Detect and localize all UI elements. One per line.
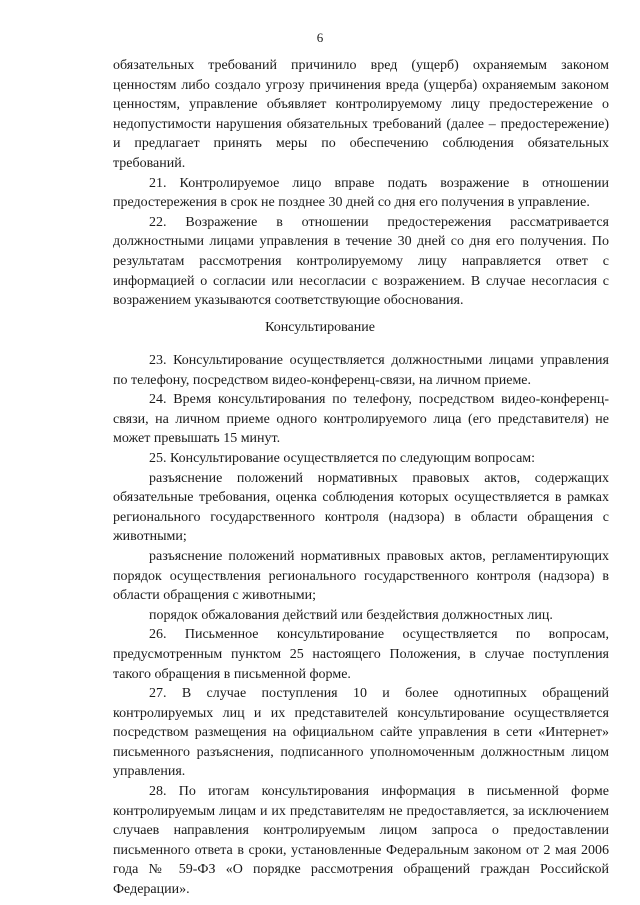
top-text-block [113, 56, 609, 311]
list-item-2: разъяснение положений нормативных правовых актов, регламентирующих порядок осуществления регионального государственного контроля (надзора) в области обращения с животными; [113, 548, 609, 604]
paragraph-28: 28. По итогам консультирования информация в письменной форме контролируемым лицам и их представителям не предоставляется, за исключением случаев направления контролируемым лицом запроса о предоставлении письменного ответа в сроки, установленные Федеральным законом от 2 мая 2006 года № 59-ФЗ «О порядке рассмотрения обращений граждан Российской Федерации». [113, 784, 609, 898]
paragraph-21: 21. Контролируемое лицо вправе подать возражение в отношении предостережения в срок не позднее 30 дней со дня его получения в управление. [113, 175, 609, 211]
paragraph-22: 22. Возражение в отношении предостережения рассматривается должностными лицами управления в течение 30 дней со дня его получения. По результатам рассмотрения контролируемому лицу направляется ответ с информацией о согласии или несогласии с возражением. В случае несогласия с возражением указываются соответствующие обоснования. [113, 214, 609, 309]
page-number: 6 [316, 30, 324, 45]
section-heading: Консультирование [265, 320, 375, 335]
paragraph-25: 25. Консультирование осуществляется по следующим вопросам: [149, 450, 536, 466]
paragraph-continuation: обязательных требований причинило вред (ущерб) охраняемым законом ценностям либо создало угрозу причинения вреда (ущерба) охраняемым законом ценностям, управление объявляет контролируемому лицу предостережение о недопустимости нарушения обязательных требований (далее – предостережение) и предлагает принять меры по обеспечению соблюдения обязательных требований. [113, 58, 609, 171]
paragraph-26: 26. Письменное консультирование осуществляется по вопросам, предусмотренным пунктом 25 настоящего Положения, в случае поступления такого обращения в письменной форме. [113, 627, 609, 682]
list-item-1: разъяснение положений нормативных правовых актов, содержащих обязательные требования, оценка соблюдения которых осуществляется в рамках регионального государственного контроля (надзора) в области обращения с животными; [113, 470, 609, 545]
section-text-block [113, 351, 609, 900]
paragraph-27: 27. В случае поступления 10 и более однотипных обращений контролируемых лиц и их представителей консультирование осуществляется посредством размещения на официальном сайте управления в сети «Интернет» письменного разъяснения, подписанного уполномоченным должностным лицом управления. [113, 686, 609, 780]
paragraph-24: 24. Время консультирования по телефону, посредством видео-конференц-связи, на личном приеме одного контролируемого лица (его представителя) не может превышать 15 минут. [113, 392, 609, 447]
list-item-3: порядок обжалования действий или бездействия должностных лиц. [149, 607, 553, 623]
paragraph-23: 23. Консультирование осуществляется должностными лицами управления по телефону, посредством видео-конференц-связи, на личном приеме. [113, 353, 609, 388]
